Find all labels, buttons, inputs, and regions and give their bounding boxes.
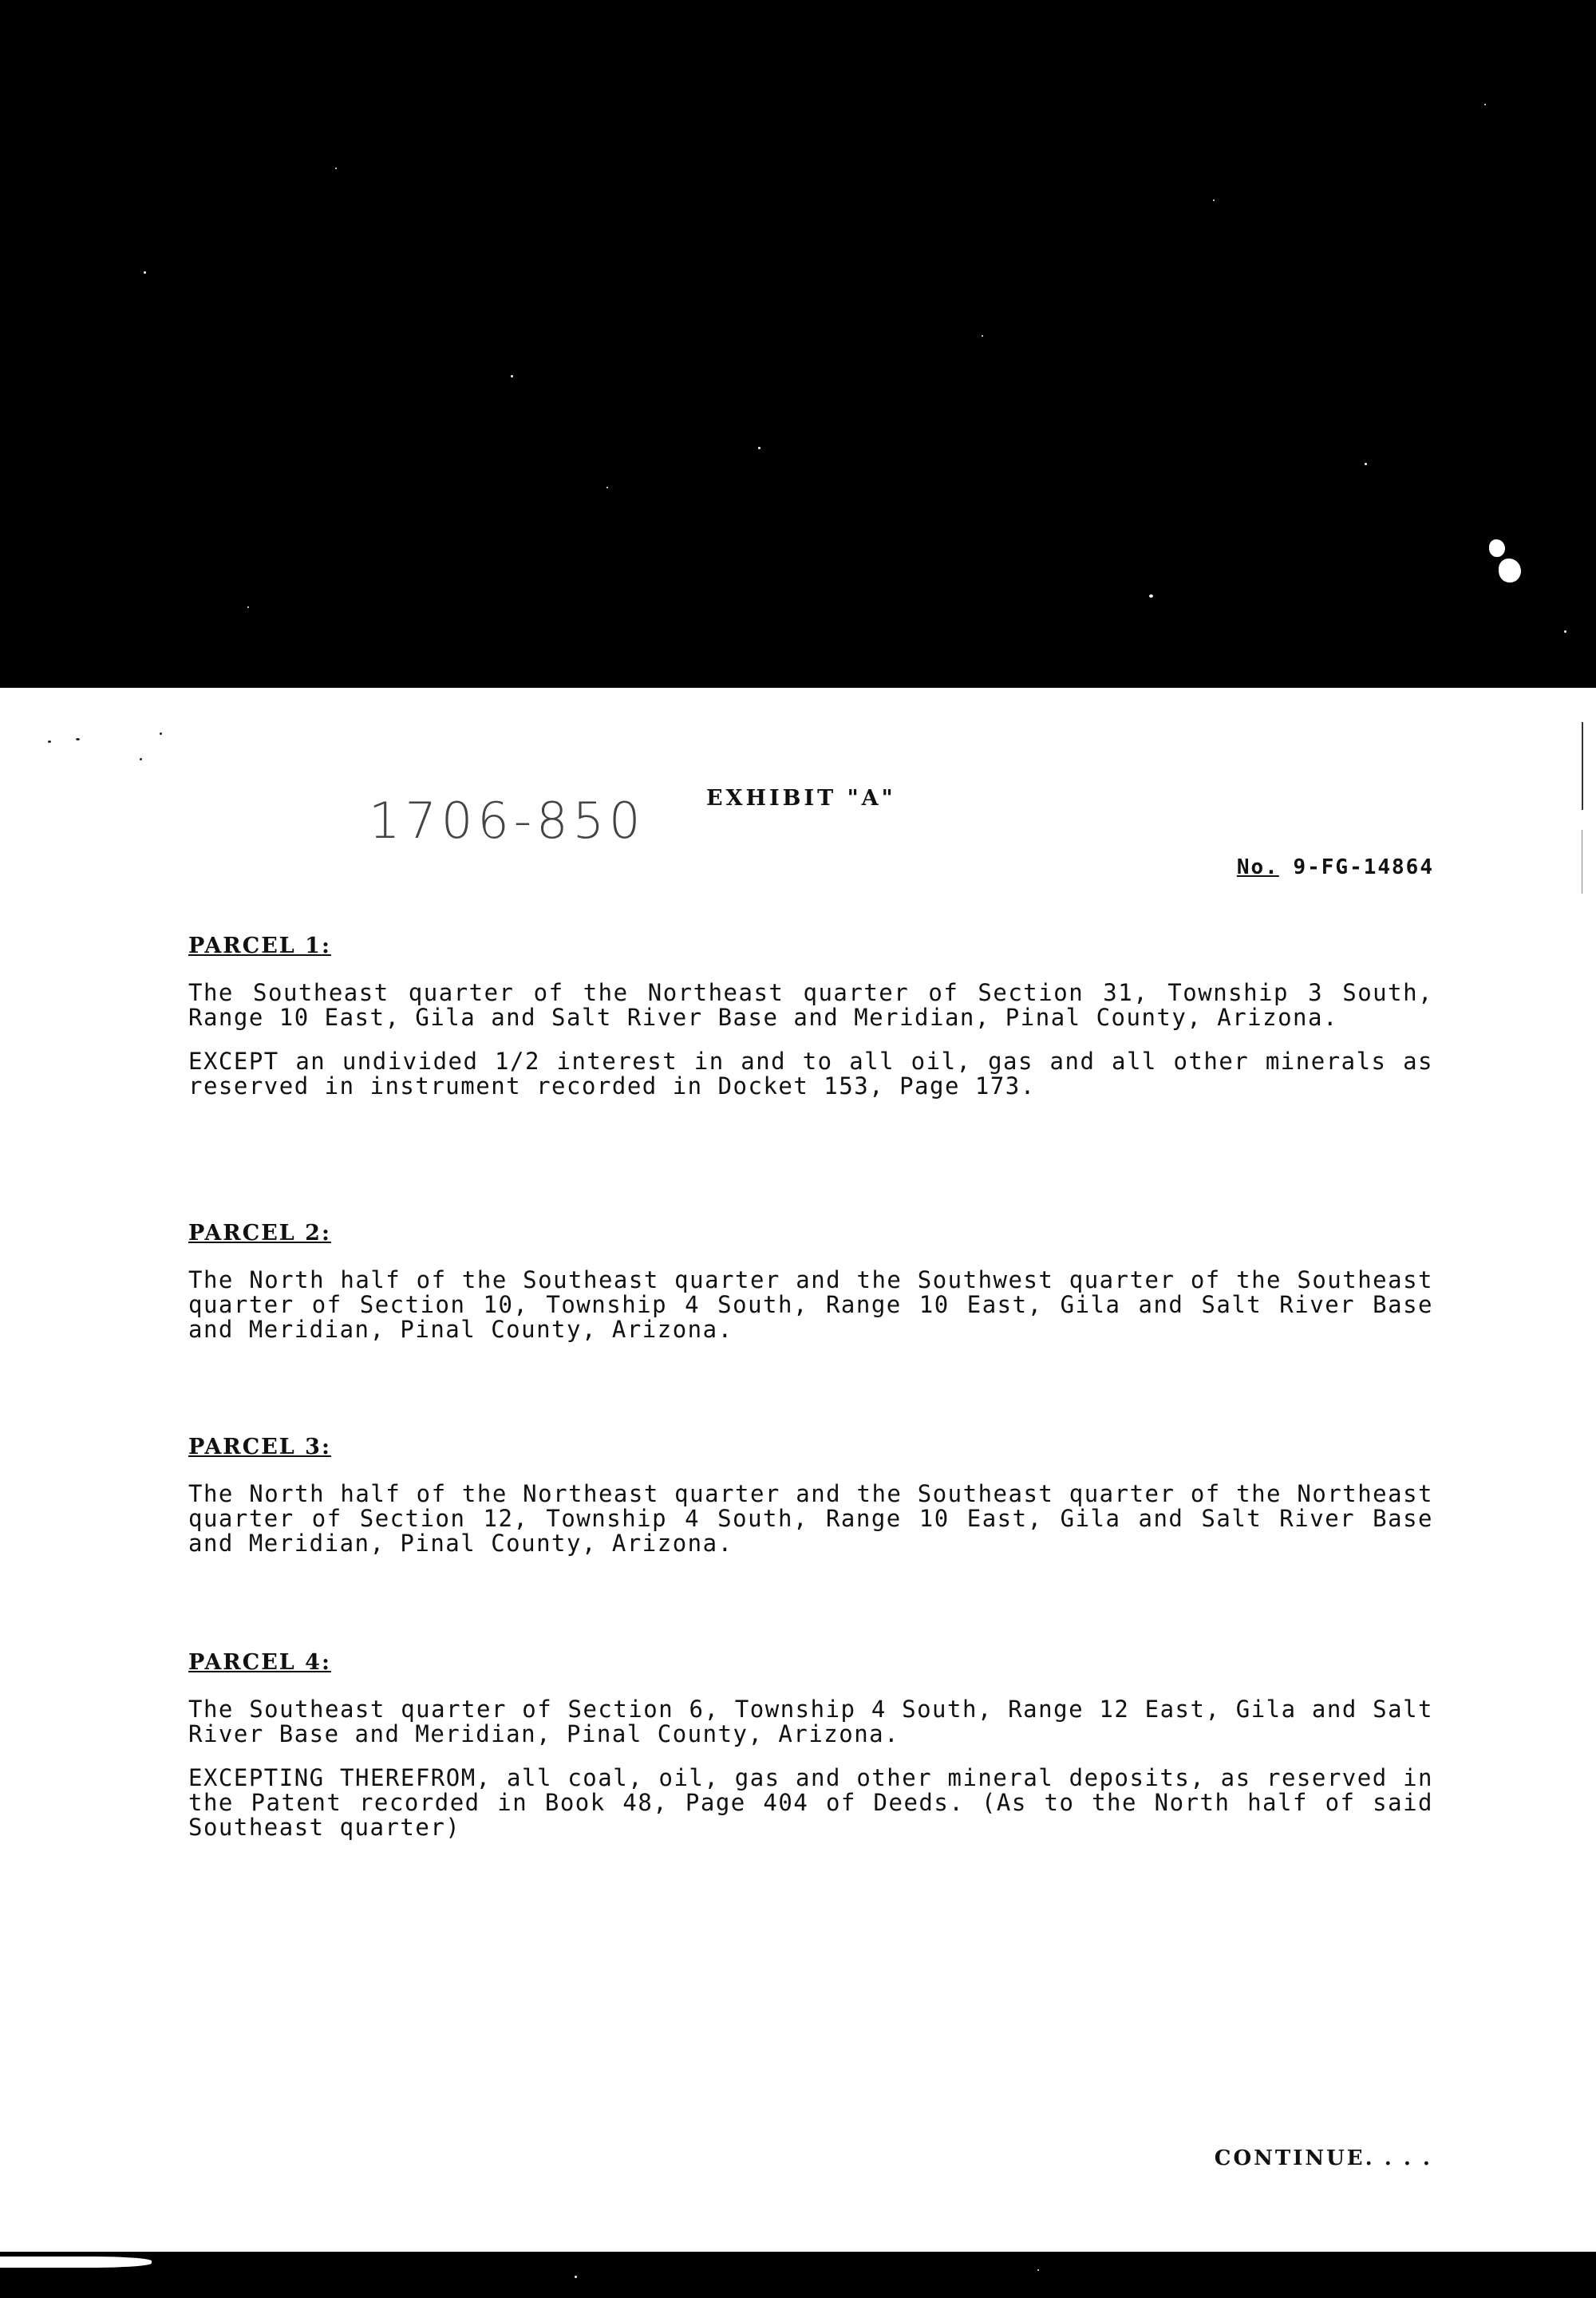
scan-speck (1484, 104, 1486, 105)
scan-speck (335, 168, 337, 169)
parcel-exception: EXCEPTING THEREFROM, all coal, oil, gas and other mineral deposits, as reserved in the Patent recorded in Book 48, Page 404 of Deeds. (As to the North half of said Southeast quarter) (188, 1764, 1433, 1841)
scan-speck (575, 2276, 577, 2278)
scan-speck (76, 738, 80, 740)
scan-blob (1489, 539, 1505, 557)
scan-speck (247, 606, 249, 608)
continue-label: CONTINUE. . . . (1214, 2146, 1432, 2170)
parcel-3 (188, 1435, 1433, 1575)
parcel-heading: PARCEL 3: (188, 1435, 331, 1459)
scan-speck (48, 740, 51, 743)
parcel-2 (188, 1221, 1433, 1361)
scan-speck (140, 758, 142, 760)
scan-speck (1365, 463, 1367, 465)
exhibit-title: EXHIBIT "A" (706, 786, 896, 811)
scan-speck (1213, 199, 1215, 201)
parcel-heading: PARCEL 2: (188, 1221, 331, 1246)
scan-black-border-top (0, 0, 1596, 688)
scan-speck (144, 271, 146, 274)
document-number (1237, 855, 1434, 879)
scan-edge-mark (1582, 722, 1583, 810)
scan-streak (0, 2257, 152, 2268)
scan-speck (1037, 2269, 1039, 2271)
scan-speck (1149, 594, 1153, 598)
parcel-description: The North half of the Northeast quarter and the Southeast quarter of the Northeast quarter of Section 12, Township 4 South, Range 10 East, Gila and Salt River Base and Meridian, Pinal County, Arizona. (188, 1480, 1433, 1557)
scan-speck (511, 375, 513, 377)
parcel-description: The North half of the Southeast quarter and the Southwest quarter of the Southeast quarter of Section 10, Township 4 South, Range 10 East, Gila and Salt River Base and Meridian, Pinal County, Arizona. (188, 1266, 1433, 1343)
handwritten-reference-number: 1706-850 (369, 792, 646, 850)
parcel-1 (188, 934, 1433, 1118)
scan-speck (1564, 630, 1566, 633)
scan-black-border-bottom (0, 2252, 1596, 2298)
scan-speck (982, 335, 983, 337)
parcel-4 (188, 1650, 1433, 1859)
parcel-description: The Southeast quarter of the Northeast quarter of Section 31, Township 3 South, Range 10 East, Gila and Salt River Base and Meridian, Pinal County, Arizona. (188, 979, 1433, 1031)
scan-speck (160, 732, 162, 735)
document-number-label: No. (1236, 855, 1279, 879)
scan-speck (758, 447, 760, 449)
scan-blob (1499, 559, 1521, 582)
scan-speck (606, 487, 608, 488)
parcel-description: The Southeast quarter of Section 6, Township 4 South, Range 12 East, Gila and Salt River Base and Meridian, Pinal County, Arizona. (188, 1696, 1433, 1747)
document-number-value: 9-FG-14864 (1293, 855, 1434, 879)
parcel-exception: EXCEPT an undivided 1/2 interest in and to all oil, gas and all other minerals as reserved in instrument recorded in Docket 153, Page 173. (188, 1048, 1433, 1100)
parcel-heading: PARCEL 4: (188, 1650, 331, 1675)
parcel-heading: PARCEL 1: (188, 934, 331, 958)
